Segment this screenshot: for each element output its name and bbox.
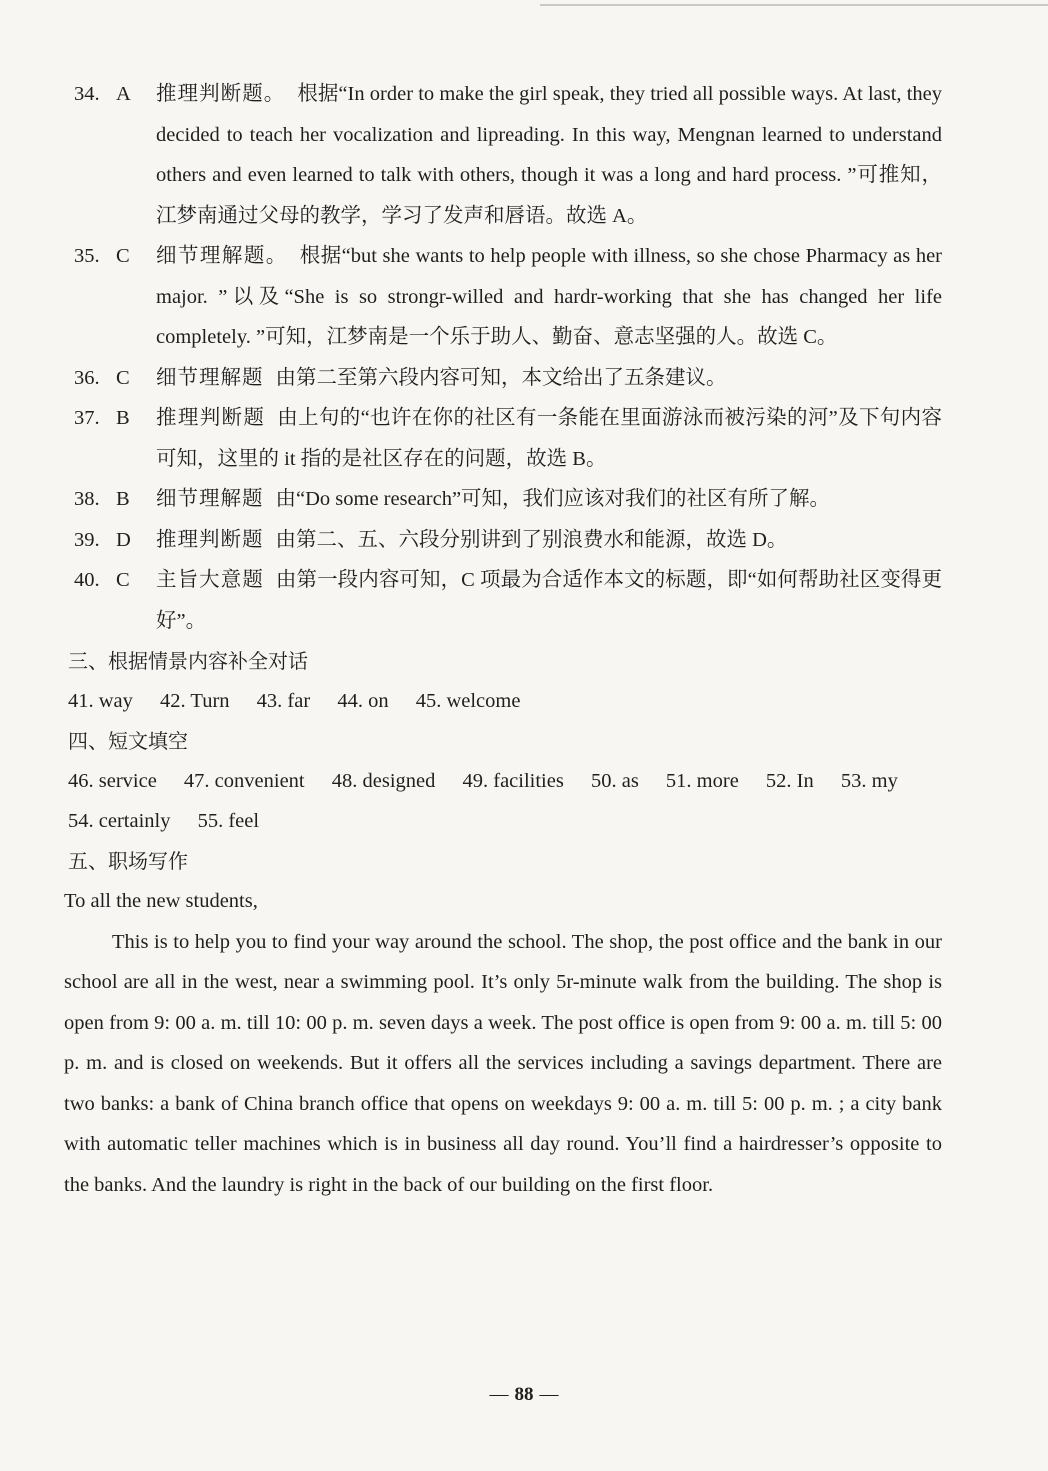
answer: 51. more [665, 770, 739, 792]
answer: 47. convenient [183, 770, 305, 792]
answer: 46. service [68, 770, 157, 792]
item-answer: B [116, 407, 130, 429]
page-number [0, 1384, 1048, 1406]
item-type: 主旨大意题 [156, 569, 264, 591]
item-answer: A [116, 83, 131, 105]
item-explanation [156, 479, 942, 520]
item-type: 细节理解题 [156, 366, 264, 389]
item-answer: C [116, 366, 130, 389]
letter-salutation: To all the new students, [64, 890, 258, 912]
item-explanation [156, 520, 942, 561]
item-text: 根据“In order to make the girl speak, they tried all possible ways. At last, they decided to teach her vocalization and lipreading. In this way, Mengnan learned to understand others and even learned to talk with others, though it was a long and hard process. ”可推知，江梦南通过父母的教学，学习了发声和唇语。故选 A。 [156, 83, 943, 227]
item-type: 推理判断题。 [156, 83, 286, 105]
section-4-title: 四、短文填空 [68, 729, 188, 753]
item-text: 由上句的“也许在你的社区有一条能在里面游泳而被污染的河”及下句内容可知，这里的 it 指的是社区存在的问题，故选 B。 [156, 407, 942, 470]
item-40 [64, 560, 942, 641]
item-answer: B [116, 488, 130, 510]
item-35 [64, 236, 942, 358]
answer: 42. Turn [160, 690, 230, 712]
item-type: 细节理解题 [156, 488, 264, 510]
letter-paragraph: This is to help you to find your way around the school. The shop, the post office and the bank in our school are all in the west, near a swimming pool. It’s only 5r-minute walk from the building. The shop is open from 9: 00 a. m. till 10: 00 p. m. seven days a week. The post office is open from 9: 00 a. m. till 5: 00 p. m. and is closed on weekends. But it offers all the services including a savings department. There are two banks: a bank of China branch office that opens on weekdays 9: 00 a. m. till 5: 00 p. m. ; a city bank with automatic teller machines which is in business all day round. You’ll find a hairdresser’s opposite to the banks. And the laundry is right in the back of our building on the first floor. [64, 930, 942, 1196]
item-39 [64, 520, 942, 561]
item-number: 34. [74, 83, 100, 105]
item-explanation [156, 398, 942, 479]
item-text: 由“Do some research”可知，我们应该对我们的社区有所了解。 [275, 488, 831, 510]
dash-right: — [539, 1384, 559, 1405]
answer: 45. welcome [415, 690, 521, 712]
item-text: 根据“but she wants to help people with illness, so she chose Pharmacy as her major. ”以及“She is so strongr-willed and hardr-working that she has changed her life completely. ”可知，江梦南是一个乐于助人、勤奋、意志坚强的人。故选 C。 [156, 245, 942, 348]
answer: 49. facilities [462, 770, 564, 792]
answer: 52. In [765, 770, 814, 792]
answer-page [64, 74, 942, 1205]
letter-body [64, 922, 942, 1206]
answer: 43. far [256, 690, 311, 712]
item-explanation [156, 236, 942, 358]
item-answer: C [116, 245, 130, 267]
section-5-title: 五、职场写作 [68, 849, 188, 873]
item-number: 35. [74, 245, 100, 267]
item-explanation [156, 560, 942, 641]
item-number: 36. [74, 366, 100, 389]
item-text: 由第二至第六段内容可知，本文给出了五条建议。 [275, 366, 727, 389]
answer: 50. as [590, 770, 639, 792]
item-number: 40. [74, 569, 100, 591]
item-number: 37. [74, 407, 100, 429]
item-36 [64, 358, 942, 399]
item-explanation [156, 358, 942, 399]
item-34 [64, 74, 942, 236]
item-answer: C [116, 569, 130, 591]
answer: 48. designed [331, 770, 436, 792]
section-4-answers [68, 761, 942, 841]
item-number: 38. [74, 488, 100, 510]
answer: 41. way [68, 690, 133, 712]
item-text: 由第二、五、六段分别讲到了别浪费水和能源，故选 D。 [275, 528, 788, 551]
item-37 [64, 398, 942, 479]
page-number-value: 88 [514, 1384, 534, 1405]
section-3-answers [68, 681, 942, 721]
item-answer: D [116, 528, 131, 551]
answer: 44. on [337, 690, 389, 712]
item-type: 推理判断题 [156, 407, 266, 429]
section-3-title: 三、根据情景内容补全对话 [68, 649, 308, 673]
item-type: 推理判断题 [156, 528, 264, 551]
answer: 55. feel [197, 810, 260, 832]
dash-left: — [489, 1384, 509, 1405]
item-number: 39. [74, 528, 100, 551]
top-rule [540, 4, 1048, 6]
item-38 [64, 479, 942, 520]
answer: 53. my [840, 770, 898, 792]
item-type: 细节理解题。 [156, 245, 288, 267]
item-explanation [156, 74, 942, 236]
item-text: 由第一段内容可知，C 项最为合适作本文的标题，即“如何帮助社区变得更好”。 [156, 569, 942, 632]
answer: 54. certainly [68, 810, 171, 832]
